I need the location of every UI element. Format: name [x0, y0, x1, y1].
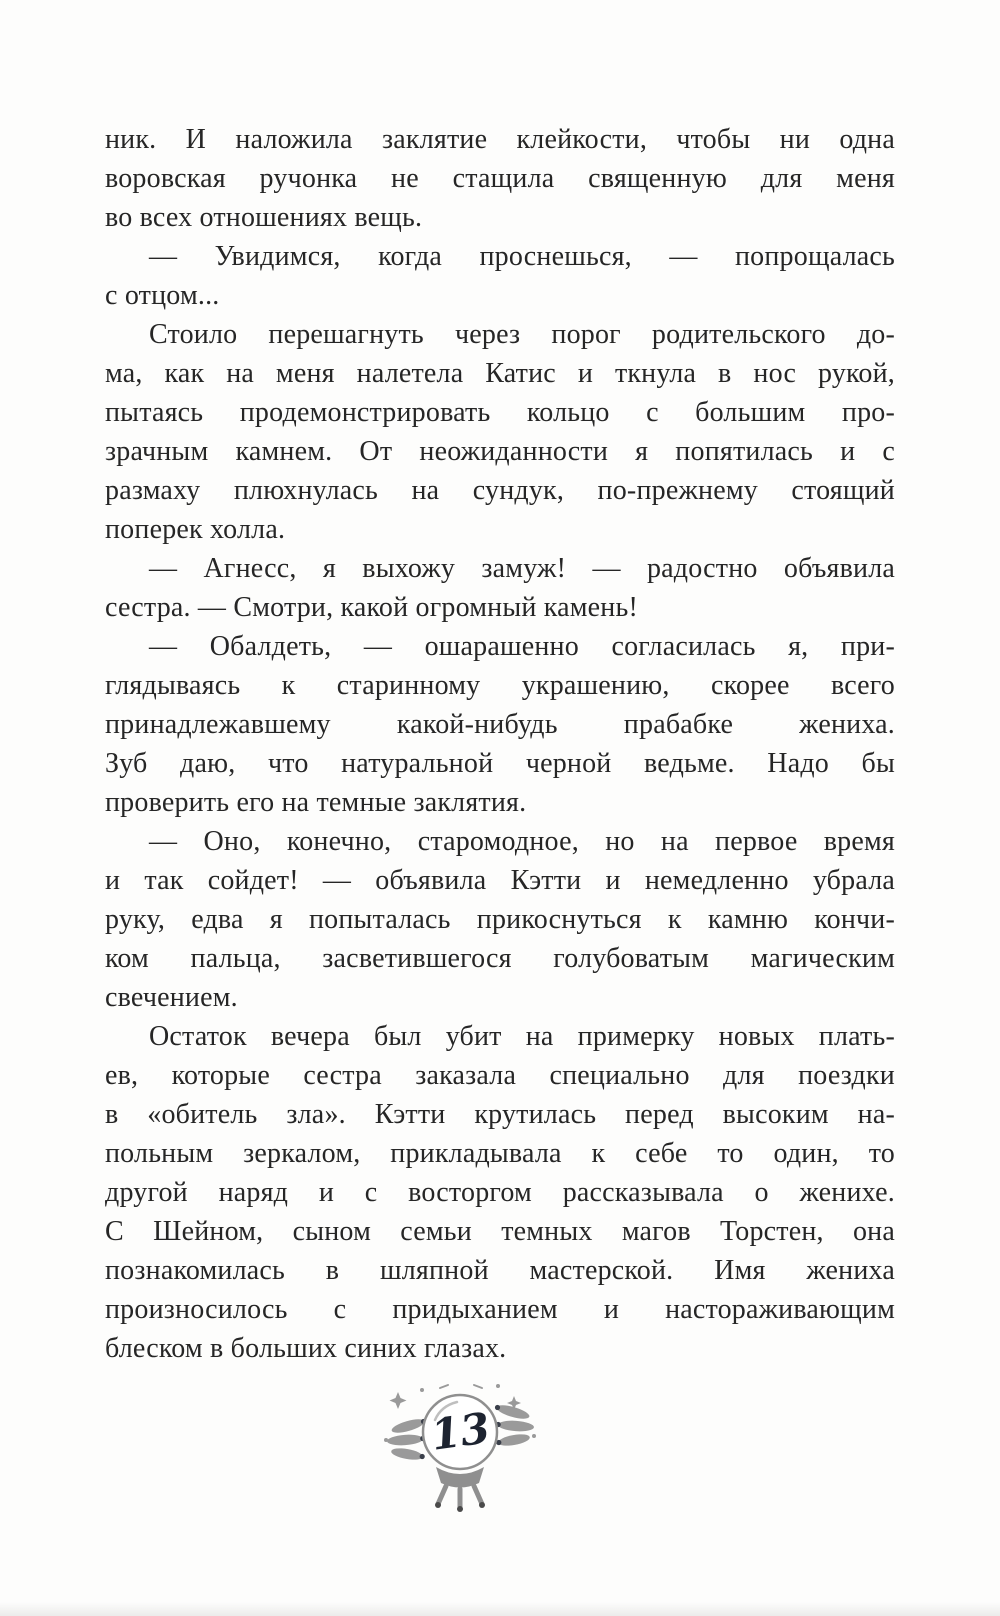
text-line: проверить его на темные заклятия. [105, 787, 527, 818]
text-line: — Обалдеть, — ошарашенно согласилась я, при- [149, 631, 895, 662]
text-line: ев, которые сестра заказала специально для поездки [105, 1060, 895, 1091]
text-line: воровская ручонка не стащила священную для меня [105, 163, 895, 194]
text-line: размаху плюхнулась на сундук, по-прежнему стоящий [105, 475, 895, 506]
text-line: — Агнесс, я выхожу замуж! — радостно объявила [149, 553, 895, 584]
text-line: пытаясь продемонстрировать кольцо с большим про- [105, 397, 895, 428]
text-line: и так сойдет! — объявила Кэтти и немедленно убрала [105, 865, 895, 896]
text-line: произносилось с придыханием и настораживающим [105, 1294, 895, 1325]
paragraph [105, 237, 895, 315]
text-line: — Увидимся, когда проснешься, — попрощалась [149, 241, 895, 272]
paragraph [105, 315, 895, 549]
text-line: во всех отношениях вещь. [105, 202, 423, 233]
text-line: ма, как на меня налетела Катис и ткнула в нос рукой, [105, 358, 895, 389]
text-line: ком пальца, засветившегося голубоватым магическим [105, 943, 895, 974]
text-line: ник. И наложила заклятие клейкости, чтобы ни одна [105, 124, 895, 155]
text-line: зрачным камнем. От неожиданности я попятилась и с [105, 436, 895, 467]
text-line: Зуб даю, что натуральной черной ведьме. Надо бы [105, 748, 895, 779]
text-line: поперек холла. [105, 514, 286, 545]
text-line: принадлежавшему какой-нибудь прабабке жениха. [105, 709, 895, 740]
paragraph [105, 549, 895, 627]
crystal-ball-stand [435, 1467, 485, 1512]
text-line: польным зеркалом, прикладывала к себе то один, то [105, 1138, 895, 1169]
text-line: блеском в больших синих глазах. [105, 1333, 507, 1364]
text-line: свечением. [105, 982, 238, 1013]
text-line: другой наряд и с восторгом рассказывала о женихе. [105, 1177, 895, 1208]
text-line: глядываясь к старинному украшению, скорее всего [105, 670, 895, 701]
text-line: Остаток вечера был убит на примерку новых плать- [149, 1021, 895, 1052]
page-number-ornament [378, 1380, 543, 1535]
text-line: С Шейном, сыном семьи темных магов Торстен, она [105, 1216, 895, 1247]
text-line: познакомилась в шляпной мастерской. Имя жениха [105, 1255, 895, 1286]
text-line: руку, едва я попыталась прикоснуться к камню кончи- [105, 904, 895, 935]
paragraph [105, 120, 895, 237]
paragraph [105, 627, 895, 822]
paragraph [105, 822, 895, 1017]
text-line: сестра. — Смотри, какой огромный камень! [105, 592, 638, 623]
page-text [105, 120, 895, 1368]
text-line: — Оно, конечно, старомодное, но на первое время [149, 826, 895, 857]
page-bottom-shade [0, 1602, 1000, 1616]
page-number: 13 [428, 1403, 493, 1460]
sparkle-dashes [440, 1385, 482, 1388]
text-line: в «обитель зла». Кэтти крутилась перед высоким на- [105, 1099, 895, 1130]
paragraph [105, 1017, 895, 1368]
text-line: с отцом... [105, 280, 220, 311]
text-line: Стоило перешагнуть через порог родительского до- [149, 319, 895, 350]
